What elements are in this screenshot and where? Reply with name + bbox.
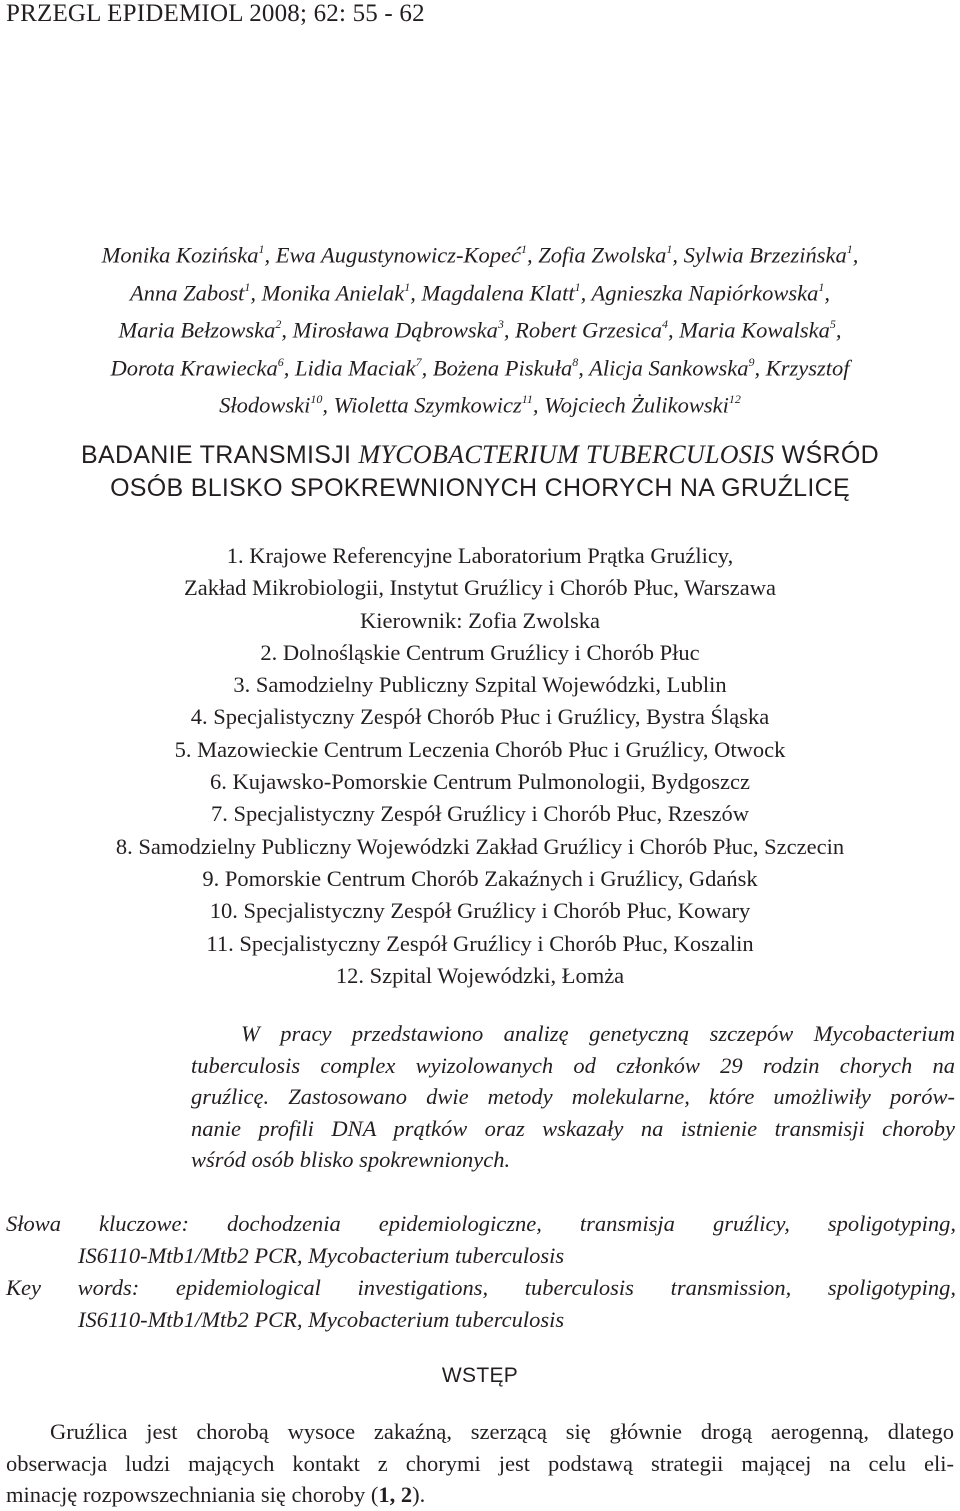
author-name: Sylwia Brzezińska: [683, 242, 847, 268]
keywords-polish: Słowa kluczowe: dochodzenia epidemiologiczne, transmisja gruźlicy, spoligotyping,: [6, 1211, 956, 1236]
abstract-line: gruźlicę. Zastosowano dwie metody molekularne, które umożliwiły porów-: [191, 1084, 955, 1109]
affiliation-marker: 1: [818, 279, 825, 294]
abstract-line: wśród osób blisko spokrewnionych.: [191, 1147, 511, 1172]
author-name: Monika Anielak: [261, 280, 405, 305]
affiliation-line: 12. Szpital Wojewódzki, Łomża: [335, 962, 625, 988]
title-organism: MYCOBACTERIUM TUBERCULOSIS: [358, 440, 775, 469]
affiliation-marker: 1: [244, 279, 251, 294]
affiliation-marker: 1: [520, 242, 527, 256]
affiliation-marker: 4: [661, 317, 668, 331]
title-line-1: [0, 438, 960, 472]
author-line: [0, 272, 960, 310]
author-separator: ,: [410, 280, 422, 305]
affiliation-marker: 1: [574, 279, 581, 294]
author-name: Zofia Zwolska: [538, 242, 667, 268]
abstract: [191, 1018, 955, 1176]
author-separator: ,: [281, 317, 293, 343]
affiliation-marker: 1: [846, 242, 853, 256]
author-name: Maria Bełzowska: [118, 317, 276, 343]
affiliation-marker: 1: [666, 242, 673, 256]
body-line: obserwacja ludzi mających kontakt z chorymi jest podstawą strategii mającej na celu eli-: [6, 1450, 954, 1476]
affiliation-line: 6. Kujawsko-Pomorskie Centrum Pulmonologii, Bydgoszcz: [210, 769, 750, 795]
author-separator: ,: [672, 242, 684, 268]
author-name: Monika Kozińska: [101, 242, 259, 268]
affiliation-line: Kierownik: Zofia Zwolska: [360, 607, 600, 633]
affiliation-line: 2. Dolnośląskie Centrum Gruźlicy i Chorób Płuc: [260, 639, 700, 665]
affiliation-line: 3. Samodzielny Publiczny Szpital Wojewódzki, Lublin: [233, 672, 727, 698]
author-separator: ,: [835, 317, 842, 343]
article-title: [0, 438, 960, 505]
affiliation-marker: 9: [748, 354, 755, 369]
affiliation-line: 9. Pomorskie Centrum Chorób Zakaźnych i Gruźlicy, Gdańsk: [202, 865, 758, 891]
keywords-english: Key words: epidemiological investigations, tuberculosis transmission, spoligotyping,: [6, 1275, 956, 1300]
affiliation-line: 10. Specjalistyczny Zespół Gruźlicy i Chorób Płuc, Kowary: [209, 898, 751, 924]
author-name: Ewa Augustynowicz-Kopeć: [275, 242, 521, 268]
affiliation-marker: 10: [310, 392, 323, 406]
author-separator: ,: [667, 317, 680, 343]
body-text-span: ).: [412, 1482, 426, 1507]
section-heading: WSTĘP: [441, 1364, 519, 1387]
abstract-line: nanie profili DNA prątków oraz wskazały na istnienie transmisji choroby: [191, 1115, 955, 1141]
affiliation-marker: 5: [829, 317, 836, 331]
author-name: Anna Zabost: [129, 280, 245, 305]
author-name: Robert Grzesica: [515, 317, 662, 343]
author-separator: ,: [250, 280, 262, 305]
journal-citation: PRZEGL EPIDEMIOL 2008; 62: 55 - 62: [6, 0, 425, 27]
affiliation-marker: 7: [415, 354, 422, 369]
keywords-block: [6, 1208, 956, 1336]
body-line: [6, 1479, 954, 1511]
author-separator: ,: [503, 317, 516, 343]
author-separator: ,: [824, 280, 830, 305]
affiliation-line: 4. Specjalistyczny Zespół Chorób Płuc i Gruźlicy, Bystra Śląska: [190, 704, 770, 730]
author-name: Lidia Maciak: [295, 355, 416, 380]
affiliation-line: 7. Specjalistyczny Zespół Gruźlicy i Chorób Płuc, Rzeszów: [210, 801, 749, 827]
affiliation-marker: 3: [497, 317, 504, 331]
author-separator: ,: [264, 242, 276, 268]
body-text-span: minację rozpowszechniania się choroby (: [6, 1482, 379, 1507]
author-name: Agnieszka Napiórkowska: [591, 280, 819, 305]
affiliation-line: 5. Mazowieckie Centrum Leczenia Chorób Płuc i Gruźlicy, Otwock: [174, 736, 786, 762]
body-line: Gruźlica jest chorobą wysoce zakaźną, szerzącą się głównie drogą aerogenną, dlatego: [50, 1419, 954, 1444]
author-separator: ,: [580, 280, 592, 305]
author-line: [0, 384, 960, 422]
keywords-english-cont: IS6110-Mtb1/Mtb2 PCR, Mycobacterium tuberculosis: [78, 1307, 565, 1332]
affiliation-marker: 12: [728, 392, 741, 406]
affiliation-line: 8. Samodzielny Publiczny Wojewódzki Zakład Gruźlicy i Chorób Płuc, Szczecin: [115, 833, 845, 859]
author-name: Krzysztof: [765, 355, 850, 380]
author-name: Magdalena Klatt: [421, 280, 575, 305]
author-line: [0, 234, 960, 272]
author-name: Bożena Piskuła: [432, 355, 573, 380]
author-name: Mirosława Dąbrowska: [292, 317, 498, 343]
abstract-line: W pracy przedstawiono analizę genetyczną szczepów Mycobacterium: [241, 1021, 955, 1046]
author-name: Maria Kowalska: [679, 317, 830, 343]
affiliation-marker: 1: [258, 242, 265, 256]
author-line: [0, 309, 960, 347]
author-separator: ,: [852, 242, 859, 268]
affiliation-marker: 6: [277, 354, 284, 369]
author-separator: ,: [754, 355, 766, 380]
author-separator: ,: [526, 242, 539, 268]
abstract-line: tuberculosis complex wyizolowanych od członków 29 rodzin chorych na: [191, 1052, 955, 1078]
affiliation-marker: 1: [404, 279, 411, 294]
title-line-2: OSÓB BLISKO SPOKREWNIONYCH CHORYCH NA GRUŹLICĘ: [110, 474, 850, 502]
affiliation-marker: 2: [275, 317, 282, 331]
affiliation-line: 1. Krajowe Referencyjne Laboratorium Prątka Gruźlicy,: [226, 543, 734, 568]
author-separator: ,: [283, 355, 296, 380]
author-separator: ,: [421, 355, 433, 380]
citation-ref: 1, 2: [378, 1482, 413, 1507]
author-name: Słodowski: [219, 392, 311, 418]
author-name: Alicja Sankowska: [589, 355, 749, 380]
title-text: WŚRÓD: [774, 441, 879, 469]
author-separator: ,: [578, 355, 590, 380]
affiliation-list: [0, 540, 960, 992]
body-text: [6, 1416, 954, 1511]
author-separator: ,: [532, 392, 545, 418]
affiliation-marker: 11: [521, 392, 533, 406]
affiliation-marker: 8: [572, 354, 579, 369]
author-name: Wioletta Szymkowicz: [333, 392, 522, 418]
affiliation-line: 11. Specjalistyczny Zespół Gruźlicy i Chorób Płuc, Koszalin: [206, 930, 754, 956]
title-text: BADANIE TRANSMISJI: [81, 441, 359, 469]
author-name: Dorota Krawiecka: [110, 355, 278, 380]
author-line: [0, 347, 960, 385]
author-list: [0, 234, 960, 422]
affiliation-line: Zakład Mikrobiologii, Instytut Gruźlicy i Chorób Płuc, Warszawa: [183, 575, 777, 601]
keywords-polish-cont: IS6110-Mtb1/Mtb2 PCR, Mycobacterium tuberculosis: [78, 1243, 565, 1268]
author-separator: ,: [322, 392, 334, 418]
author-name: Wojciech Żulikowski: [544, 392, 729, 418]
